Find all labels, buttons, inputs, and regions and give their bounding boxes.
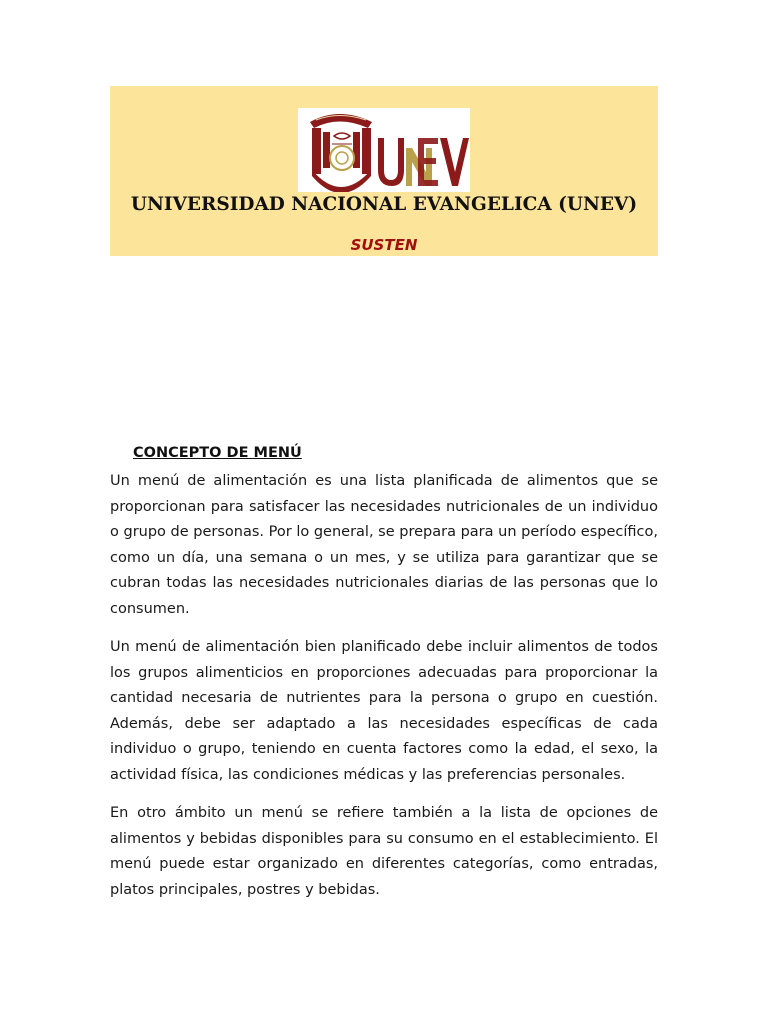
paragraph-2: Un menú de alimentación bien planificado debe incluir alimentos de todos los grupos alimenticios en proporciones adecuadas para proporcionar la cantidad necesaria de nutrientes para la persona o grupo en cuestión. Además, debe ser adaptado a las necesidades específicas de cada individuo o grupo, teniendo en cuenta factores como la edad, el sexo, la actividad física, las condiciones médicas y las preferencias personales. (110, 639, 658, 783)
university-name: UNIVERSIDAD NACIONAL EVANGELICA (UNEV) (130, 194, 638, 215)
header-banner (110, 86, 658, 256)
paragraph-1: Un menú de alimentación es una lista planificada de alimentos que se proporcionan para satisfacer las necesidades nutricionales de un individuo o grupo de personas. Por lo general, se prepara para un período específico, como un día, una semana o un mes, y se utiliza para garantizar que se cubran todas las necesidades nutricionales diarias de las personas que lo consumen. (110, 473, 658, 617)
document-subtitle: SUSTEN (350, 236, 418, 254)
university-seal-logo-icon (298, 108, 470, 192)
section-title: CONCEPTO DE MENÚ (133, 445, 302, 461)
document-body (110, 469, 658, 916)
university-logo (298, 108, 470, 192)
paragraph-3: En otro ámbito un menú se refiere también a la lista de opciones de alimentos y bebidas disponibles para su consumo en el establecimiento. El menú puede estar organizado en diferentes categorías, como entradas, platos principales, postres y bebidas. (110, 805, 658, 898)
